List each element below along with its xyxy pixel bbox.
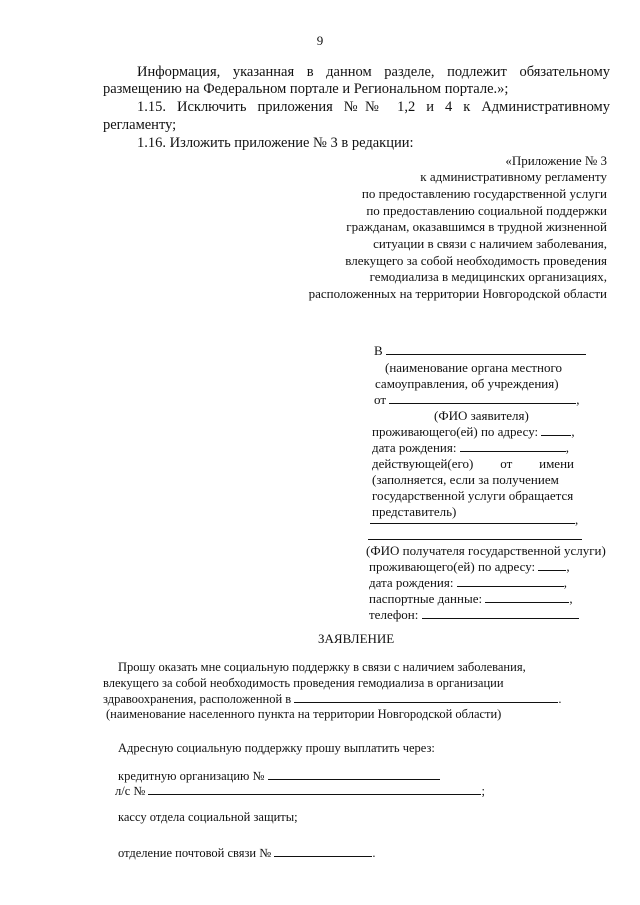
representative-field[interactable] [370, 512, 575, 524]
org-hint-line2: самоуправления, об учреждения) [375, 376, 559, 391]
org-hint-line1: (наименование органа местного [385, 360, 562, 375]
statement-line1: Прошу оказать мне социальную поддержку в связи с наличием заболевания, [118, 660, 526, 674]
credit-org-label: кредитную организацию № [118, 769, 265, 783]
passport-label: паспортные данные: [369, 591, 483, 606]
to-prefix: В [374, 343, 383, 358]
credit-org-field[interactable] [268, 768, 440, 780]
appendix-line: по предоставлению государственной услуги [361, 186, 607, 201]
paragraph-info-line1: Информация, указанная в данном разделе, подлежит обязательному [137, 64, 610, 80]
birth-date-label: дата рождения: [372, 440, 457, 455]
page-number: 9 [316, 33, 324, 48]
appendix-line: по предоставлению социальной поддержки [366, 203, 607, 218]
birth-date2-label: дата рождения: [369, 575, 454, 590]
from-comma: , [576, 392, 580, 407]
item-1-16: 1.16. Изложить приложение № 3 в редакции: [137, 135, 414, 151]
acting-word: от [500, 456, 513, 471]
appendix-line: «Приложение № 3 [505, 153, 607, 168]
item-1-15-line2: регламенту; [103, 117, 177, 133]
recipient-hint: (ФИО получателя государственной услуги) [366, 543, 606, 558]
acting-word: имени [539, 456, 574, 471]
credit-org-line [118, 768, 440, 784]
account-field[interactable] [148, 783, 481, 795]
passport-line [369, 591, 573, 607]
appendix-line: к административному регламенту [420, 169, 607, 184]
appendix-line: гемодиализа в медицинских организациях, [369, 269, 607, 284]
appendix-line: влекущего за собой необходимость проведения [345, 253, 607, 268]
post-office-field[interactable] [274, 845, 372, 857]
fill-hint-line1: (заполняется, если за получением [372, 472, 559, 487]
residing2-label: проживающего(ей) по адресу: [369, 559, 536, 574]
acting-line [372, 456, 574, 472]
statement-line4: (наименование населенного пункта на территории Новгородской области) [106, 707, 502, 721]
account-line [115, 783, 485, 799]
appendix-line: расположенных на территории Новгородской области [308, 286, 607, 301]
statement-title: ЗАЯВЛЕНИЕ [318, 631, 395, 646]
from-line [374, 392, 580, 408]
to-field[interactable] [386, 343, 586, 355]
recipient-field[interactable] [368, 538, 582, 540]
acting-word: действующей(его) [372, 456, 474, 471]
paragraph-info-line2: размещению на Федеральном портале и Региональном портале.»; [103, 81, 509, 97]
residing2-line [369, 559, 570, 575]
post-office-end: . [372, 846, 376, 860]
cash-desk-option: кассу отдела социальной защиты; [118, 810, 298, 824]
passport-field[interactable] [485, 591, 569, 603]
account-label: л/с № [115, 784, 146, 798]
from-prefix: от [374, 392, 387, 407]
phone-label: телефон: [369, 607, 419, 622]
settlement-field[interactable] [294, 691, 558, 703]
residing2-comma: , [566, 559, 570, 574]
statement-line2: влекущего за собой необходимость проведения гемодиализа в организации [103, 676, 504, 690]
representative-line [370, 512, 578, 528]
residing-line [372, 424, 575, 440]
appendix-line: гражданам, оказавшимся в трудной жизненной [346, 219, 607, 234]
residing-field[interactable] [541, 424, 571, 436]
statement-line3 [103, 691, 561, 707]
item-1-15-line1: 1.15. Исключить приложения №№ 1,2 и 4 к Административному [137, 99, 610, 115]
phone-field[interactable] [422, 607, 579, 619]
from-field[interactable] [389, 392, 576, 404]
fio-hint: (ФИО заявителя) [434, 408, 529, 423]
statement-line3-text: здравоохранения, расположенной в [103, 692, 292, 706]
to-line [374, 343, 586, 359]
appendix-line: ситуации в связи с наличием заболевания, [373, 236, 607, 251]
representative-comma: , [575, 512, 579, 527]
birth-date2-field[interactable] [457, 575, 564, 587]
birth-date2-line [369, 575, 567, 591]
birth-date2-comma: , [563, 575, 567, 590]
statement-line3-end: . [558, 692, 562, 706]
payout-label: Адресную социальную поддержку прошу выплатить через: [118, 741, 435, 755]
residing-comma: , [571, 424, 575, 439]
account-end: ; [481, 784, 485, 798]
fill-hint-line3: представитель) [372, 504, 457, 519]
birth-date-field[interactable] [460, 440, 566, 452]
phone-line [369, 607, 579, 623]
fill-hint-line2: государственной услуги обращается [372, 488, 574, 503]
post-office-line [118, 845, 375, 861]
post-office-label: отделение почтовой связи № [118, 846, 272, 860]
residing2-field[interactable] [538, 559, 566, 571]
birth-date-comma: , [565, 440, 569, 455]
birth-date-line [372, 440, 569, 456]
residing-label: проживающего(ей) по адресу: [372, 424, 539, 439]
passport-comma: , [569, 591, 573, 606]
